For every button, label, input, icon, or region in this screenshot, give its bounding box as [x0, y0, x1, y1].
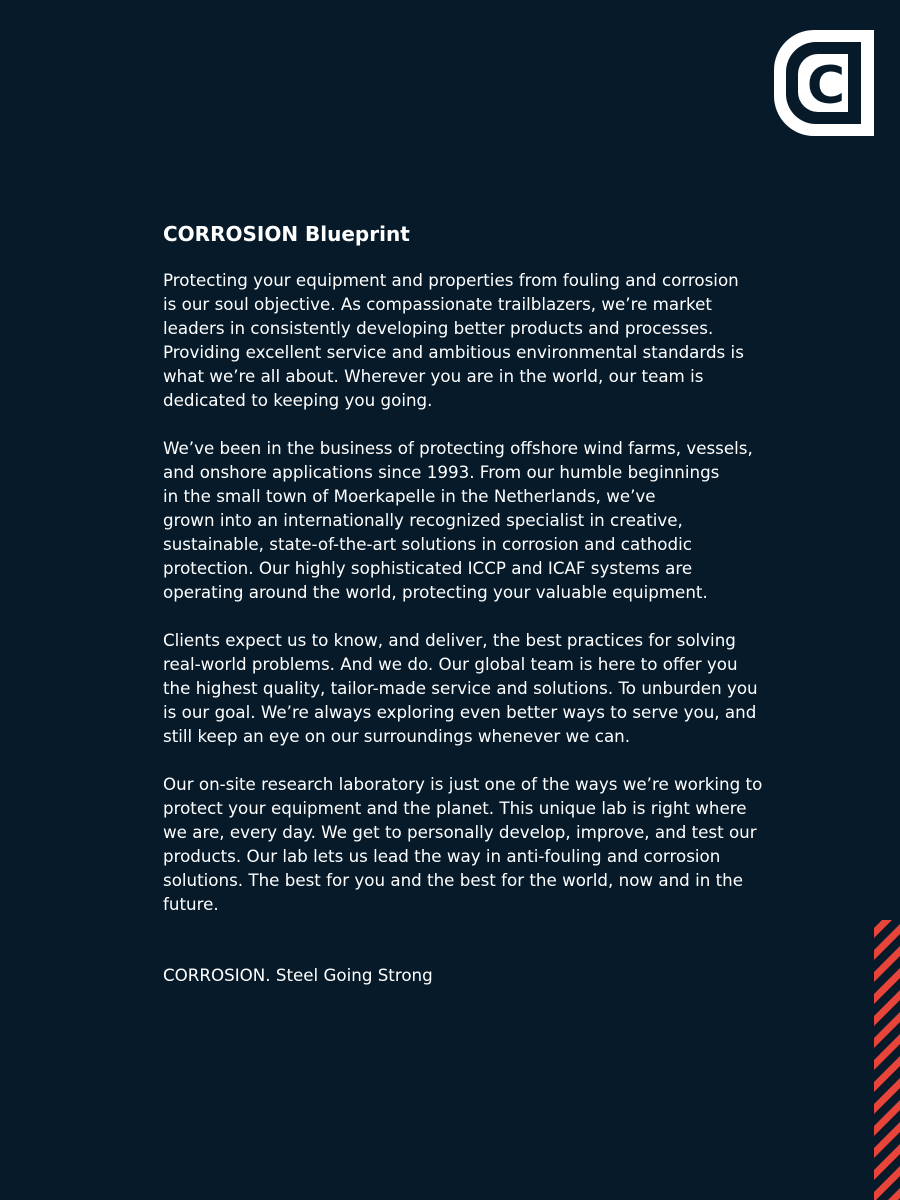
document-body	[163, 220, 863, 987]
tagline: CORROSION. Steel Going Strong	[163, 965, 433, 985]
page-title: CORROSION Blueprint	[163, 222, 410, 246]
corrosion-c-logo-icon	[774, 30, 874, 136]
paragraph-clients: Clients expect us to know, and deliver, the best practices for solving real-world problems. And we do. Our global team is here to offer you the highest quality, tailor-made service and solutions. To unburden you is our goal. We’re always exploring even better ways to serve you, and still keep an eye on our surroundings whenever we can.	[163, 630, 758, 746]
diagonal-stripes-icon	[874, 920, 900, 1200]
paragraph-intro: Protecting your equipment and properties from fouling and corrosion is our soul objective. As compassionate trailblazers, we’re market leaders in consistently developing better products and processes. Providing excellent service and ambitious environmental standards is what we’re all about. Wherever you are in the world, our team is dedicated to keeping you going.	[163, 270, 744, 410]
paragraph-laboratory: Our on-site research laboratory is just one of the ways we’re working to protect your equipment and the planet. This unique lab is right where we are, every day. We get to personally develop, improve, and test our products. Our lab lets us lead the way in anti-fouling and corrosion solutions. The best for you and the best for the world, now and in the future.	[163, 774, 763, 914]
paragraph-history: We’ve been in the business of protecting offshore wind farms, vessels, and onshore applications since 1993. From our humble beginnings in the small town of Moerkapelle in the Netherlands, we’ve grown into an internationally recognized specialist in creative, sustainable, state-of-the-art solutions in corrosion and cathodic protection. Our highly sophisticated ICCP and ICAF systems are operating around the world, protecting your valuable equipment.	[163, 438, 753, 602]
logo-letter: C	[806, 56, 846, 116]
